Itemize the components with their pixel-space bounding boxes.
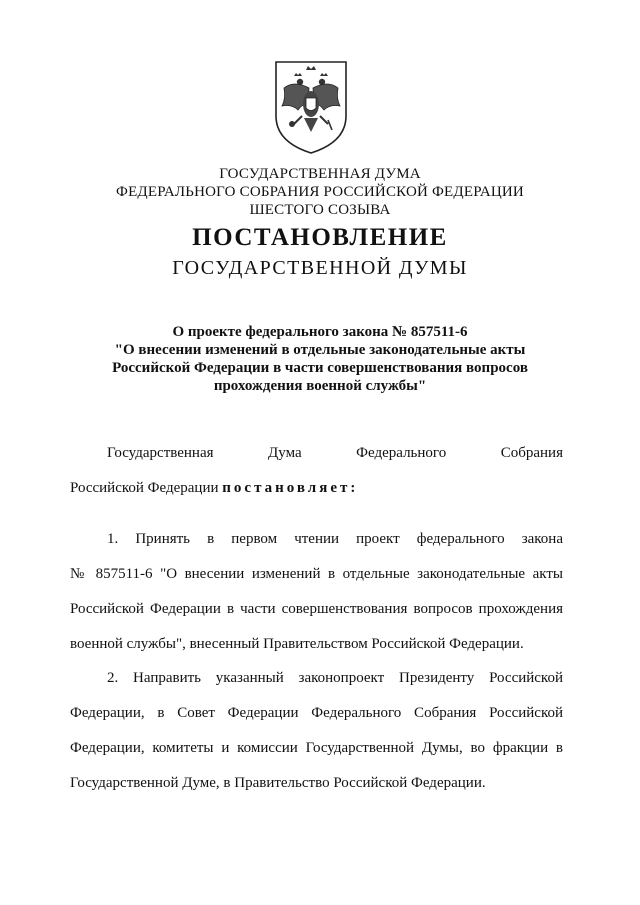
item-1-line-1: 1. Принять в первом чтении проект федерального закона [107, 531, 563, 547]
header-line-1: ГОСУДАРСТВЕННАЯ ДУМА [219, 166, 421, 182]
header-line-3: ШЕСТОГО СОЗЫВА [249, 202, 391, 218]
item-1-line-3: Российской Федерации в части совершенствования вопросов прохождения [70, 601, 563, 617]
subject-line-2: "О внесении изменений в отдельные законодательные акты [114, 342, 526, 358]
item-2-line-4: Государственной Думе, в Правительство Российской Федерации. [70, 775, 486, 791]
document-title: ПОСТАНОВЛЕНИЕ [192, 224, 448, 251]
preamble-prefix: Российской Федерации [70, 480, 223, 496]
item-2-line-3: Федерации, комитеты и комиссии Государственной Думы, во фракции в [70, 740, 563, 756]
preamble-line-2 [70, 471, 563, 506]
item-2 [70, 661, 563, 801]
subject-line-3: Российской Федерации в части совершенствования вопросов [112, 360, 528, 376]
item-1 [70, 522, 563, 662]
preamble-decree-word: постановляет: [222, 480, 359, 496]
item-2-line-2: Федерации, в Совет Федерации Федерального Собрания Российской [70, 705, 563, 721]
item-1-line-2: № 857511-6 "О внесении изменений в отдельные законодательные акты [70, 566, 563, 582]
preamble [70, 436, 563, 506]
subject-line-1: О проекте федерального закона № 857511-6 [172, 324, 468, 340]
subject-line-4: прохождения военной службы" [213, 378, 427, 394]
item-2-line-1: 2. Направить указанный законопроект Президенту Российской [107, 670, 563, 686]
preamble-line-1: Государственная Дума Федерального Собрания [107, 445, 563, 461]
header-line-2: ФЕДЕРАЛЬНОГО СОБРАНИЯ РОССИЙСКОЙ ФЕДЕРАЦИИ [116, 184, 524, 200]
russian-coat-of-arms-icon [272, 58, 350, 156]
item-1-line-4: военной службы", внесенный Правительством Российской Федерации. [70, 636, 524, 652]
document-subtitle: ГОСУДАРСТВЕННОЙ ДУМЫ [172, 257, 468, 279]
subject-block [0, 323, 640, 395]
